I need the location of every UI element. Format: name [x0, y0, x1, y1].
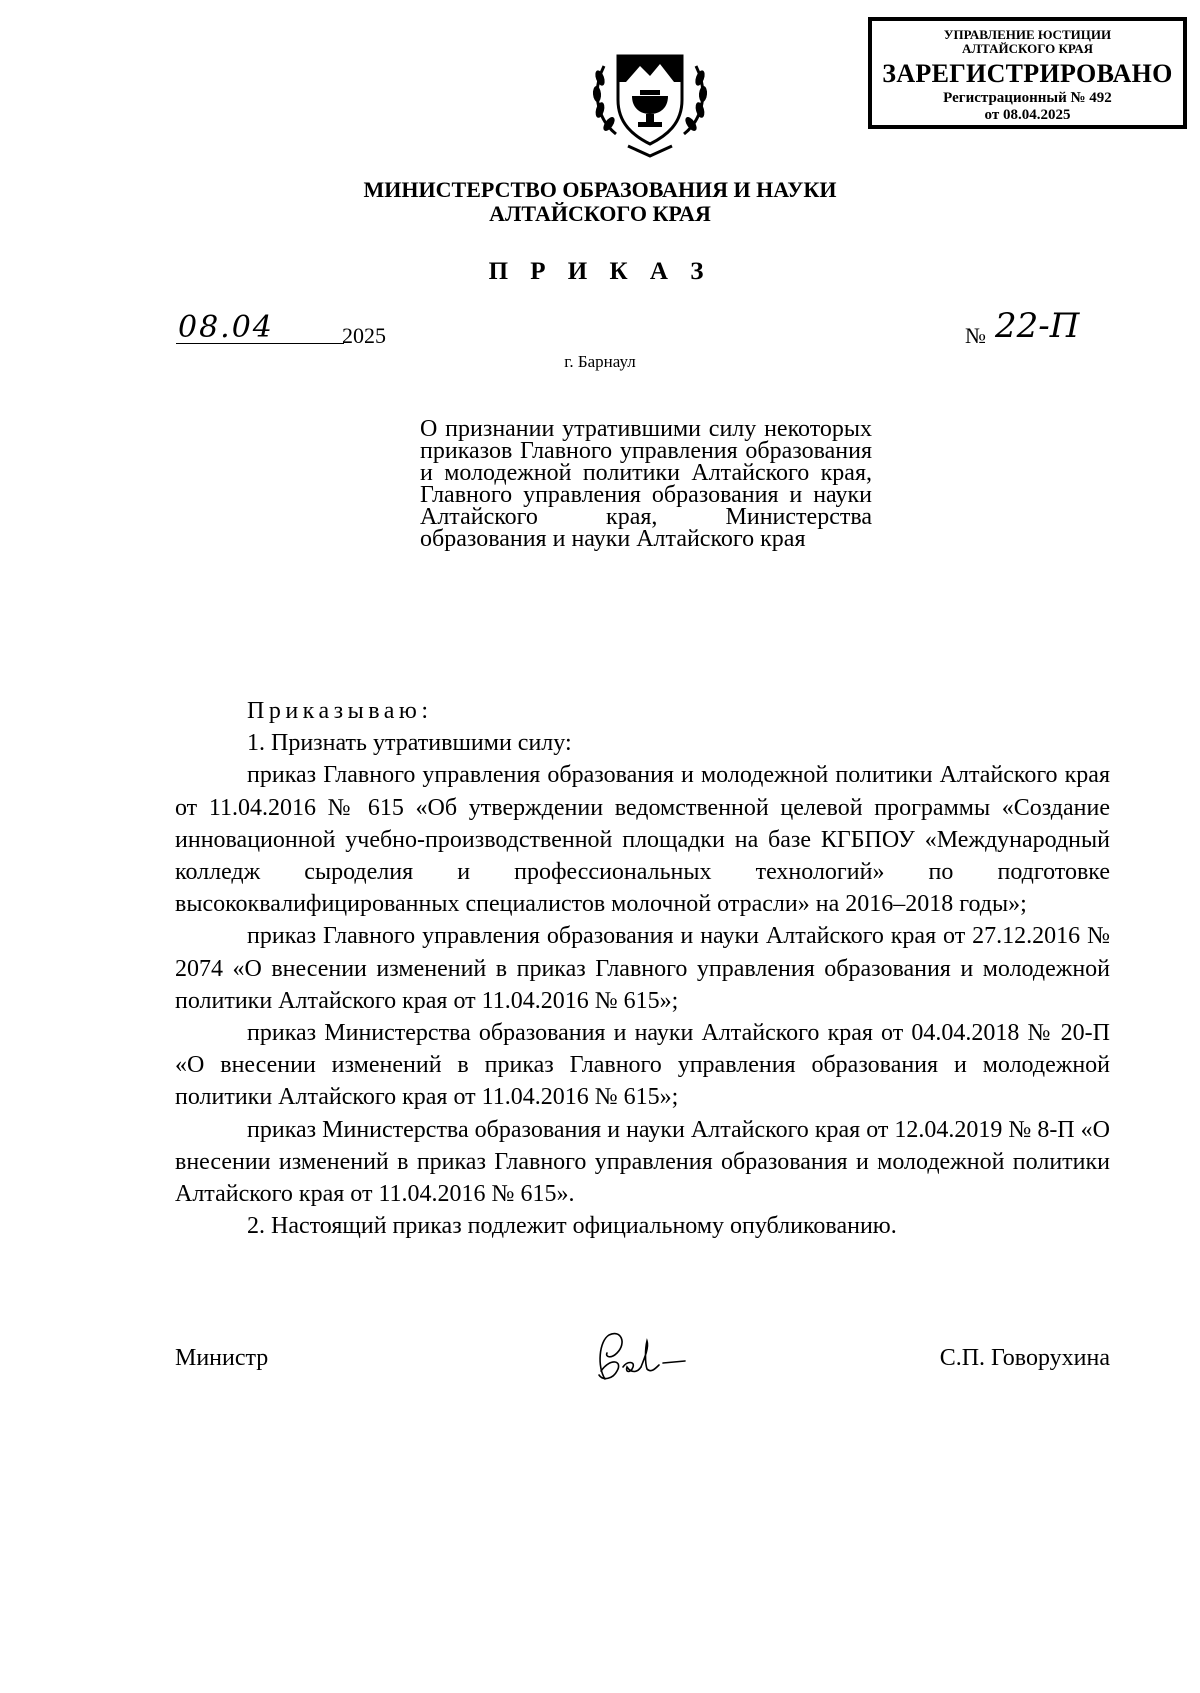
stamp-organization-line1: УПРАВЛЕНИЕ ЮСТИЦИИ	[943, 27, 1112, 42]
stamp-organization-line2: АЛТАЙСКОГО КРАЯ	[962, 41, 1093, 56]
document-type-title: П Р И К А З	[488, 258, 712, 285]
order-date-handwritten: 08.04	[178, 310, 274, 345]
order-body	[175, 695, 1110, 1242]
altai-krai-coat-of-arms-icon	[588, 38, 712, 162]
stamp-status: ЗАРЕГИСТРИРОВАНО	[882, 59, 1173, 88]
ministry-line2: АЛТАЙСКОГО КРАЯ	[489, 201, 711, 226]
signatory-name: С.П. Говорухина	[939, 1345, 1110, 1371]
handwritten-signature-icon	[587, 1327, 697, 1387]
revoked-order-2: приказ Главного управления образования и науки Алтайского края от 27.12.2016 № 2074 «О внесении изменений в приказ Главного управления образования и молодежной политики Алтайского края от 11.04.2016 № 615»;	[175, 923, 1110, 1014]
stamp-registration-date: от 08.04.2025	[984, 107, 1071, 123]
order-city: г. Барнаул	[564, 352, 636, 371]
stamp-registration-number: Регистрационный № 492	[943, 90, 1112, 106]
revoked-order-4: приказ Министерства образования и науки Алтайского края от 12.04.2019 № 8-П «О внесении изменений в приказ Главного управления образования и молодежной политики Алтайского края от 11.04.2016 № 615».	[175, 1116, 1110, 1208]
signature-block	[175, 1339, 1110, 1399]
order-year: 2025	[342, 323, 386, 348]
order-number-handwritten: 22-П	[995, 306, 1080, 346]
order-number	[965, 306, 1095, 348]
order-subject: О признании утратившими силу некоторых приказов Главного управления образования и молодежной политики Алтайского края, Главного управления образования и науки Алтайского края, Министерства образования и науки Алтайского края	[420, 416, 872, 552]
signatory-position: Министр	[175, 1345, 269, 1371]
revoked-order-3: приказ Министерства образования и науки Алтайского края от 04.04.2018 № 20-П «О внесении изменений в приказ Главного управления образования и молодежной политики Алтайского края от 11.04.2016 № 615»;	[175, 1020, 1110, 1111]
date-underline	[176, 343, 344, 344]
order-date	[176, 310, 396, 348]
registration-stamp	[868, 17, 1187, 129]
item-1: 1. Признать утратившими силу:	[247, 730, 572, 757]
item-2: 2. Настоящий приказ подлежит официальному опубликованию.	[247, 1213, 897, 1240]
ministry-line1: МИНИСТЕРСТВО ОБРАЗОВАНИЯ И НАУКИ	[363, 177, 837, 202]
order-number-sign: №	[965, 323, 986, 348]
order-word: Приказываю:	[247, 698, 433, 724]
revoked-order-1: приказ Главного управления образования и молодежной политики Алтайского края от 11.04.2016 № 615 «Об утверждении ведомственной целевой программы «Создание инновационной учебно-производственной площадки на базе КГБПОУ «Международный колледж сыроделия и профессиональных технологий» по подготовке высококвалифицированных специалистов молочной отрасли» на 2016–2018 годы»;	[175, 762, 1110, 918]
ministry-name	[300, 178, 900, 226]
